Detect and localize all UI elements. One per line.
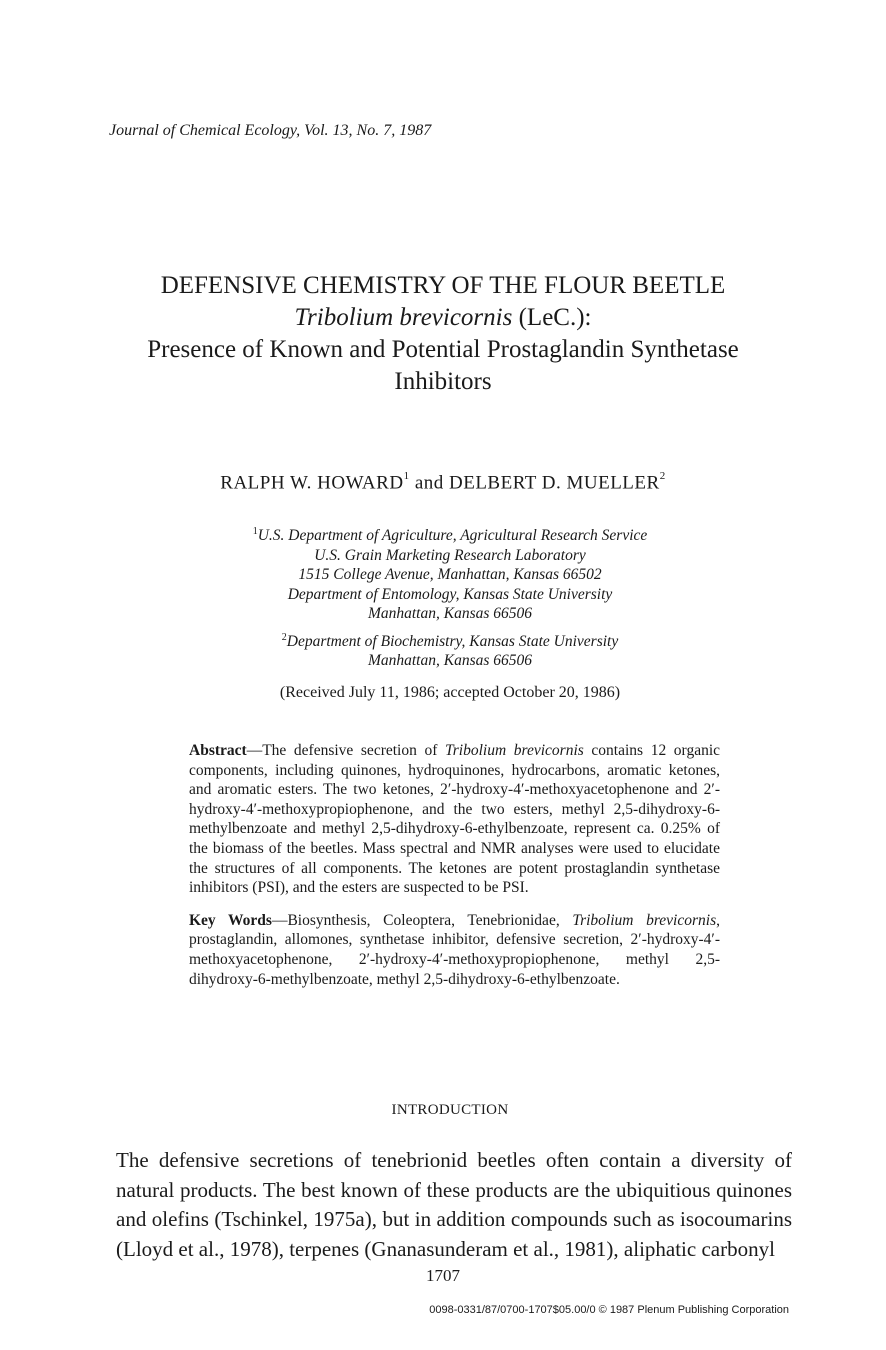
introduction-heading: INTRODUCTION	[391, 1102, 509, 1118]
affiliation-1-line-4: Department of Entomology, Kansas State University	[287, 585, 613, 603]
author-1: RALPH W. HOWARD	[220, 472, 404, 494]
title-line-3: Presence of Known and Potential Prostaglandin Synthetase	[147, 336, 739, 363]
author-2: DELBERT D. MUELLER	[449, 472, 660, 494]
keywords-text-start: Biosynthesis, Coleoptera, Tenebrionidae,	[287, 911, 573, 929]
affiliation-1-line-1	[0, 522, 886, 546]
title-species: Tribolium brevicornis	[294, 304, 513, 331]
abstract-block	[189, 741, 720, 989]
affiliation-1-text: U.S. Department of Agriculture, Agricultural Research Service	[257, 527, 648, 545]
title-line-2	[0, 302, 886, 334]
title-line-1: DEFENSIVE CHEMISTRY OF THE FLOUR BEETLE	[160, 272, 726, 299]
keywords-label: Key Words	[189, 911, 272, 929]
abstract-text-rest: contains 12 organic components, including quinones, hydroquinones, hydrocarbons, aromatic ketones, and aromatic esters. The two ketones, 2′-hydroxy-4′-methoxyacetophenone and 2′-hydroxy-4′-methoxypropiophenone, and the two esters, methyl 2,5-dihydroxy-6-methylbenzoate and methyl 2,5-dihydroxy-6-ethylbenzoate, represent ca. 0.25% of the biomass of the beetles. Mass spectral and NMR analyses were used to elucidate the structures of all components. The ketones are potent prostaglandin synthetase inhibitors (PSI), and the esters are suspected to be PSI.	[189, 742, 721, 897]
affiliation-2-text: Department of Biochemistry, Kansas State University	[286, 632, 619, 650]
affiliation-2-line-2: Manhattan, Kansas 66506	[367, 652, 533, 670]
abstract-paragraph	[189, 741, 720, 898]
received-dates: (Received July 11, 1986; accepted October 20, 1986)	[279, 684, 621, 701]
introduction-body	[116, 1146, 792, 1264]
journal-header: Journal of Chemical Ecology, Vol. 13, No. 7, 1987	[109, 122, 432, 139]
affiliation-1-line-2: U.S. Grain Marketing Research Laboratory	[314, 546, 586, 564]
title-authority: (LeC.):	[512, 304, 592, 331]
keywords-dash: —	[271, 911, 288, 929]
introduction-paragraph: The defensive secretions of tenebrionid beetles often contain a diversity of natural products. The best known of these products are the ubiquitious quinones and olefins (Tschinkel, 1975a), but in addition compounds such as isocoumarins (Lloyd et al., 1978), terpenes (Gnanasunderam et al., 1981), aliphatic carbonyl	[116, 1148, 792, 1261]
affiliation-1-mark: 1	[252, 526, 258, 537]
abstract-text-start: The defensive secretion of	[262, 742, 445, 759]
keywords-species: Tribolium brevicornis	[572, 911, 717, 929]
author-1-mark: 1	[403, 470, 410, 482]
author-connector: and	[409, 472, 449, 494]
affiliation-1-line-5: Manhattan, Kansas 66506	[367, 605, 533, 623]
keywords-paragraph	[189, 911, 720, 989]
abstract-species: Tribolium brevicornis	[445, 742, 584, 759]
abstract-label: Abstract	[189, 742, 247, 759]
keywords-text-rest: , prostaglandin, allomones, synthetase inhibitor, defensive secretion, 2′-hydroxy-4′-methoxyacetophenone, 2′-hydroxy-4′-methoxypropiophenone, methyl 2,5-dihydroxy-6-methylbenzoate, methyl 2,5-dihydroxy-6-ethylbenzoate.	[189, 911, 720, 988]
page-number: 1707	[426, 1266, 460, 1285]
affiliation-1-line-3: 1515 College Avenue, Manhattan, Kansas 66502	[298, 566, 602, 584]
abstract-dash: —	[246, 742, 263, 759]
article-title	[0, 270, 886, 398]
affiliation-2-line-1	[0, 628, 886, 652]
affiliation-2-mark: 2	[281, 631, 287, 643]
title-line-4: Inhibitors	[394, 368, 492, 395]
author-2-mark: 2	[659, 470, 666, 482]
copyright-footer: 0098-0331/87/0700-1707$05.00/0 © 1987 Plenum Publishing Corporation	[429, 1304, 789, 1316]
author-list	[0, 472, 886, 494]
affiliations	[0, 522, 886, 671]
